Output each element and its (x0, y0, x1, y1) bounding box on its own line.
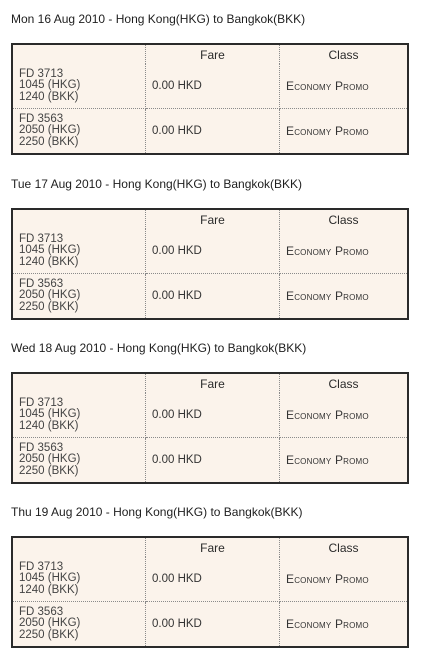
departure-time: 2050 (HKG) (19, 453, 81, 466)
flight-table (11, 43, 409, 155)
day-heading: Thu 19 Aug 2010 - Hong Kong(HKG) to Bangkok(BKK) (11, 505, 303, 519)
fare-cell: 0.00 HKD (146, 557, 280, 602)
flight-column-header (13, 374, 146, 393)
flight-number: FD 3563 (19, 277, 64, 290)
class-cell: Economy Promo (280, 393, 407, 438)
table-header-row (13, 210, 407, 229)
day-heading: Wed 18 Aug 2010 - Hong Kong(HKG) to Bangkok(BKK) (11, 341, 307, 355)
flight-cell (13, 274, 146, 318)
fare-cell: 0.00 HKD (146, 229, 280, 274)
departure-time: 1045 (HKG) (19, 572, 81, 585)
flight-cell (13, 393, 146, 438)
table-row (13, 274, 407, 318)
class-column-header: Class (328, 47, 359, 62)
fare-column-header: Fare (146, 45, 280, 64)
flight-cell (13, 602, 146, 646)
day-heading: Mon 16 Aug 2010 - Hong Kong(HKG) to Bangkok(BKK) (11, 12, 306, 26)
flight-number: FD 3563 (19, 441, 64, 454)
flight-cell (13, 109, 146, 153)
fare-cell: 0.00 HKD (146, 274, 280, 318)
flight-number: FD 3713 (19, 67, 64, 80)
departure-time: 2050 (HKG) (19, 617, 81, 630)
arrival-time: 2250 (BKK) (19, 628, 79, 641)
table-header-row (13, 374, 407, 393)
departure-time: 1045 (HKG) (19, 79, 81, 92)
flight-number: FD 3563 (19, 112, 64, 125)
table-header-row (13, 538, 407, 557)
flight-cell (13, 64, 146, 109)
arrival-time: 1240 (BKK) (19, 255, 79, 268)
fare-cell: 0.00 HKD (146, 109, 280, 153)
day-heading: Tue 17 Aug 2010 - Hong Kong(HKG) to Bangkok(BKK) (11, 177, 303, 191)
table-row (13, 438, 407, 482)
fare-column-header: Fare (146, 538, 280, 557)
departure-time: 2050 (HKG) (19, 289, 81, 302)
flight-number: FD 3713 (19, 396, 64, 409)
table-row (13, 64, 407, 109)
table-row (13, 557, 407, 602)
arrival-time: 2250 (BKK) (19, 300, 79, 313)
arrival-time: 1240 (BKK) (19, 583, 79, 596)
flight-column-header (13, 538, 146, 557)
class-cell: Economy Promo (286, 617, 369, 631)
table-row (13, 109, 407, 153)
flight-table (11, 372, 409, 484)
fare-cell: 0.00 HKD (146, 393, 280, 438)
departure-time: 1045 (HKG) (19, 244, 81, 257)
arrival-time: 2250 (BKK) (19, 464, 79, 477)
class-cell: Economy Promo (286, 124, 369, 138)
flight-table (11, 208, 409, 320)
fare-column-header: Fare (146, 374, 280, 393)
class-column-header: Class (328, 540, 359, 555)
departure-time: 1045 (HKG) (19, 408, 81, 421)
class-cell: Economy Promo (286, 453, 369, 467)
table-header-row (13, 45, 407, 64)
flight-column-header (13, 45, 146, 64)
class-cell: Economy Promo (280, 557, 407, 602)
flight-cell (13, 229, 146, 274)
fare-cell: 0.00 HKD (146, 64, 280, 109)
class-cell: Economy Promo (280, 64, 407, 109)
flight-table (11, 536, 409, 648)
class-column-header: Class (328, 212, 359, 227)
fare-column-header: Fare (146, 210, 280, 229)
fare-cell: 0.00 HKD (146, 438, 280, 482)
flight-cell (13, 557, 146, 602)
flight-cell (13, 438, 146, 482)
table-row (13, 393, 407, 438)
class-cell: Economy Promo (286, 289, 369, 303)
flight-column-header (13, 210, 146, 229)
flight-number: FD 3563 (19, 605, 64, 618)
table-row (13, 229, 407, 274)
fare-cell: 0.00 HKD (146, 602, 280, 646)
flight-number: FD 3713 (19, 560, 64, 573)
arrival-time: 1240 (BKK) (19, 419, 79, 432)
table-row (13, 602, 407, 646)
class-cell: Economy Promo (280, 229, 407, 274)
flight-number: FD 3713 (19, 232, 64, 245)
arrival-time: 2250 (BKK) (19, 135, 79, 148)
arrival-time: 1240 (BKK) (19, 90, 79, 103)
departure-time: 2050 (HKG) (19, 124, 81, 137)
class-column-header: Class (328, 376, 359, 391)
